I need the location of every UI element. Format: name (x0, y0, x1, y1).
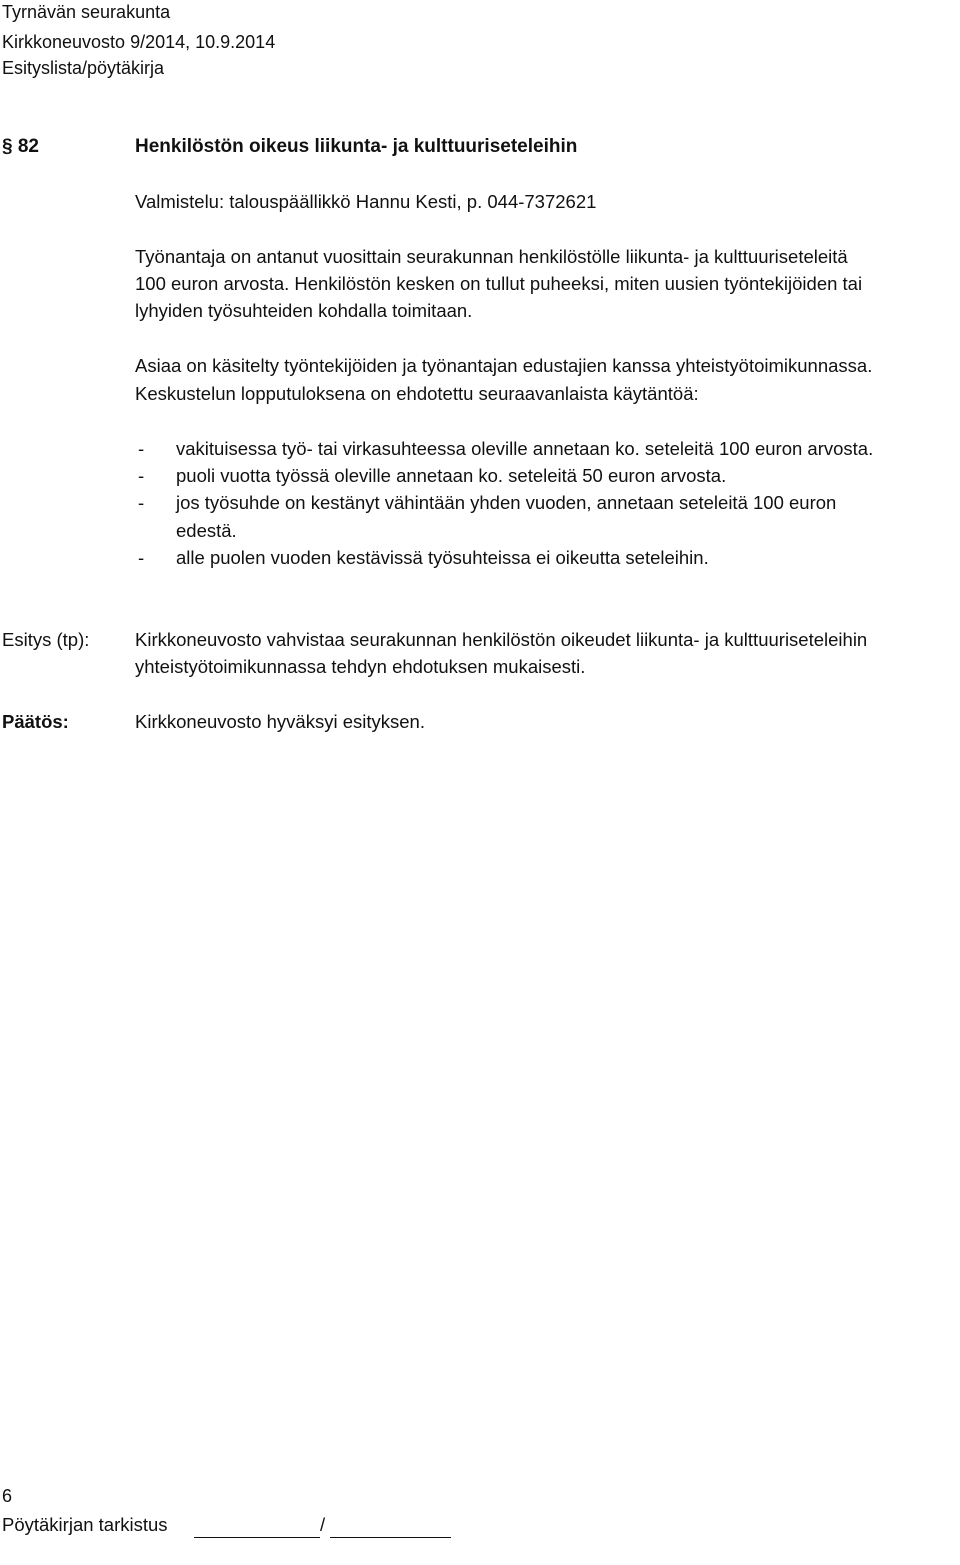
proposal-label: Esitys (tp): (2, 629, 90, 650)
proposal-line1: Kirkkoneuvosto vahvistaa seurakunnan henkilöstön oikeudet liikunta- ja kulttuuriseteleihin (135, 629, 868, 650)
bullet-dash: - (138, 492, 145, 513)
page-number: 6 (2, 1486, 13, 1506)
bullet-item: alle puolen vuoden kestävissä työsuhteissa ei oikeutta seteleihin. (176, 547, 709, 568)
paragraph2-line1: Asiaa on käsitelty työntekijöiden ja työnantajan edustajien kanssa yhteistyötoimikunnassa. (135, 355, 873, 376)
bullet-dash: - (138, 547, 145, 568)
meeting-info: Kirkkoneuvosto 9/2014, 10.9.2014 (2, 32, 276, 52)
signature-line-2 (330, 1537, 451, 1538)
signature-slash: / (320, 1514, 326, 1535)
paragraph1-line1: Työnantaja on antanut vuosittain seurakunnan henkilöstölle liikunta- ja kulttuuriseteleitä (135, 246, 848, 267)
section-number: § 82 (2, 136, 39, 157)
bullet-item: vakituisessa työ- tai virkasuhteessa oleville annetaan ko. seteleitä 100 euron arvosta. (176, 438, 874, 459)
preparation-line: Valmistelu: talouspäällikkö Hannu Kesti, p. 044-7372621 (135, 191, 597, 212)
section-title: Henkilöstön oikeus liikunta- ja kulttuuriseteleihin (135, 136, 578, 157)
decision-label: Päätös: (2, 711, 69, 732)
signature-line-1 (194, 1537, 320, 1538)
proposal-line2: yhteistyötoimikunnassa tehdyn ehdotuksen mukaisesti. (135, 656, 586, 677)
paragraph2-line2: Keskustelun lopputuloksena on ehdotettu seuraavanlaista käytäntöä: (135, 383, 699, 404)
bullet-item: jos työsuhde on kestänyt vähintään yhden vuoden, annetaan seteleitä 100 euron (176, 492, 837, 513)
organization-name: Tyrnävän seurakunta (2, 2, 171, 22)
paragraph1-line2: 100 euron arvosta. Henkilöstön kesken on tullut puheeksi, miten uusien työntekijöiden tai (135, 273, 863, 294)
bullet-dash: - (138, 438, 145, 459)
bullet-item-continuation: edestä. (176, 520, 237, 541)
decision-text: Kirkkoneuvosto hyväksyi esityksen. (135, 711, 425, 732)
review-label: Pöytäkirjan tarkistus (2, 1514, 168, 1535)
document-type: Esityslista/pöytäkirja (2, 58, 165, 78)
paragraph1-line3: lyhyiden työsuhteiden kohdalla toimitaan. (135, 300, 473, 321)
bullet-item: puoli vuotta työssä oleville annetaan ko. seteleitä 50 euron arvosta. (176, 465, 727, 486)
bullet-dash: - (138, 465, 145, 486)
